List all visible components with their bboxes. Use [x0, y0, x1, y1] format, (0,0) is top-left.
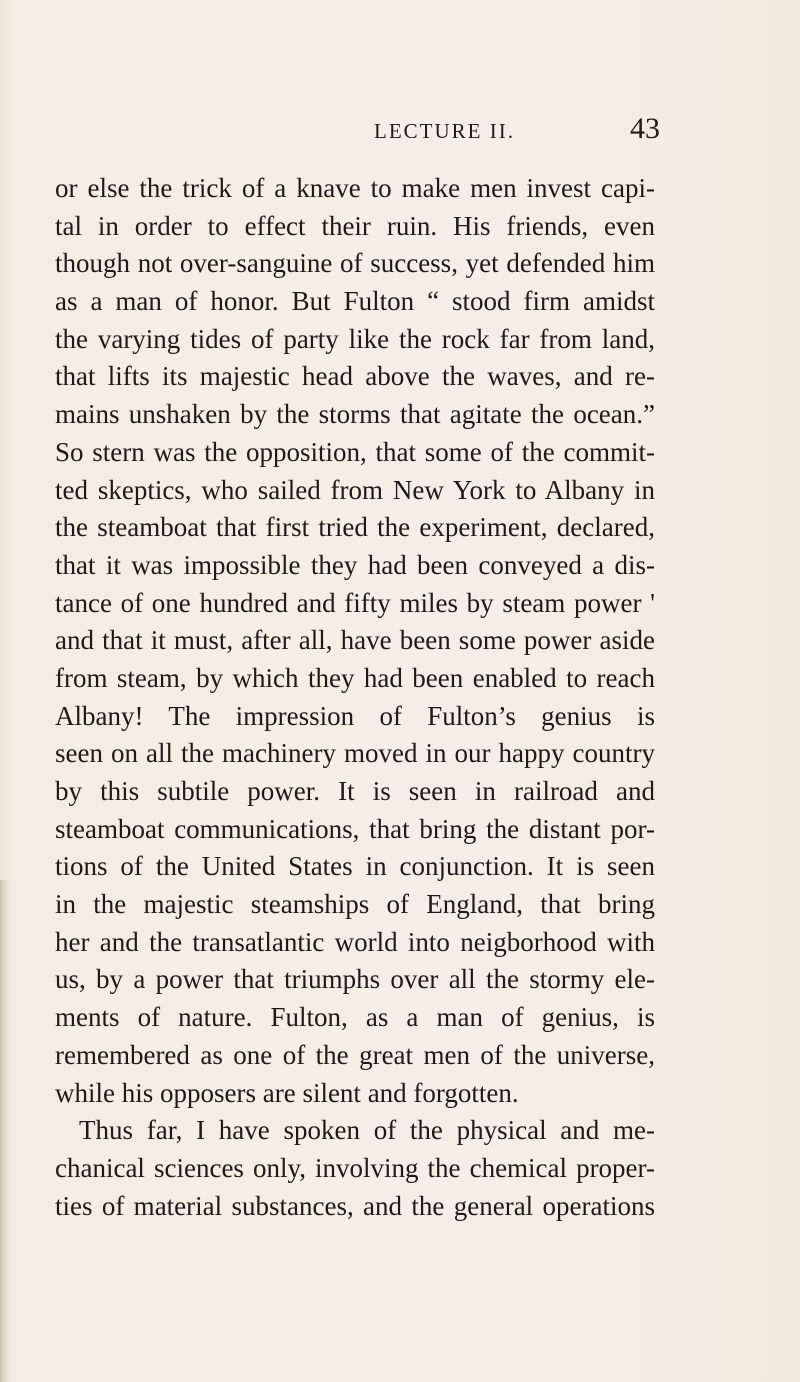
- text-line: by this subtile power. It is seen in railroad and: [55, 776, 655, 806]
- text-line: or else the trick of a knave to make men invest capi-: [55, 173, 655, 203]
- text-line: in the majestic steamships of England, that bring: [55, 889, 655, 920]
- text-line: while his opposers are silent and forgotten.: [55, 1077, 519, 1108]
- text-line: tal in order to effect their ruin. His friends, even: [55, 210, 655, 241]
- page-number: 43: [630, 112, 660, 145]
- text-line: from steam, by which they had been enabled to reach: [55, 662, 655, 693]
- text-line: chanical sciences only, involving the chemical proper-: [55, 1152, 655, 1183]
- text-line: and that it must, after all, have been some power aside: [55, 625, 655, 656]
- text-line: remembered as one of the great men of the universe,: [55, 1039, 655, 1070]
- text-line: Thus far, I have spoken of the physical and me-: [79, 1115, 655, 1146]
- text-line: steamboat communications, that bring the distant por-: [55, 813, 655, 844]
- text-line: the varying tides of party like the rock far from land,: [55, 323, 655, 354]
- page-header: [0, 112, 800, 146]
- text-line: Albany! The impression of Fulton’s genius is: [55, 700, 655, 731]
- text-line: her and the transatlantic world into neigborhood with: [55, 926, 655, 957]
- text-line: ties of material substances, and the general operations: [55, 1190, 655, 1221]
- text-line: as a man of honor. But Fulton “ stood firm amidst: [55, 286, 655, 317]
- text-line: ments of nature. Fulton, as a man of genius, is: [55, 1002, 655, 1033]
- text-line: ted skeptics, who sailed from New York to Albany in: [55, 474, 655, 505]
- running-head: LECTURE II.: [374, 119, 515, 143]
- binding-gutter-shadow: [0, 880, 10, 1382]
- text-line: that lifts its majestic head above the waves, and re-: [55, 361, 655, 392]
- text-line: us, by a power that triumphs over all the stormy ele-: [55, 964, 655, 995]
- text-line: that it was impossible they had been conveyed a dis-: [55, 549, 655, 580]
- text-line: So stern was the opposition, that some of the commit-: [55, 436, 655, 467]
- text-line: tions of the United States in conjunction. It is seen: [55, 851, 655, 882]
- text-line: the steamboat that first tried the experiment, declared,: [55, 512, 655, 543]
- text-line: tance of one hundred and fifty miles by steam power ': [55, 587, 655, 618]
- text-line: though not over-sanguine of success, yet defended him: [55, 248, 655, 279]
- text-line: seen on all the machinery moved in our happy country: [55, 738, 655, 769]
- text-line: mains unshaken by the storms that agitate the ocean.”: [55, 399, 655, 430]
- body-text: [55, 170, 655, 1225]
